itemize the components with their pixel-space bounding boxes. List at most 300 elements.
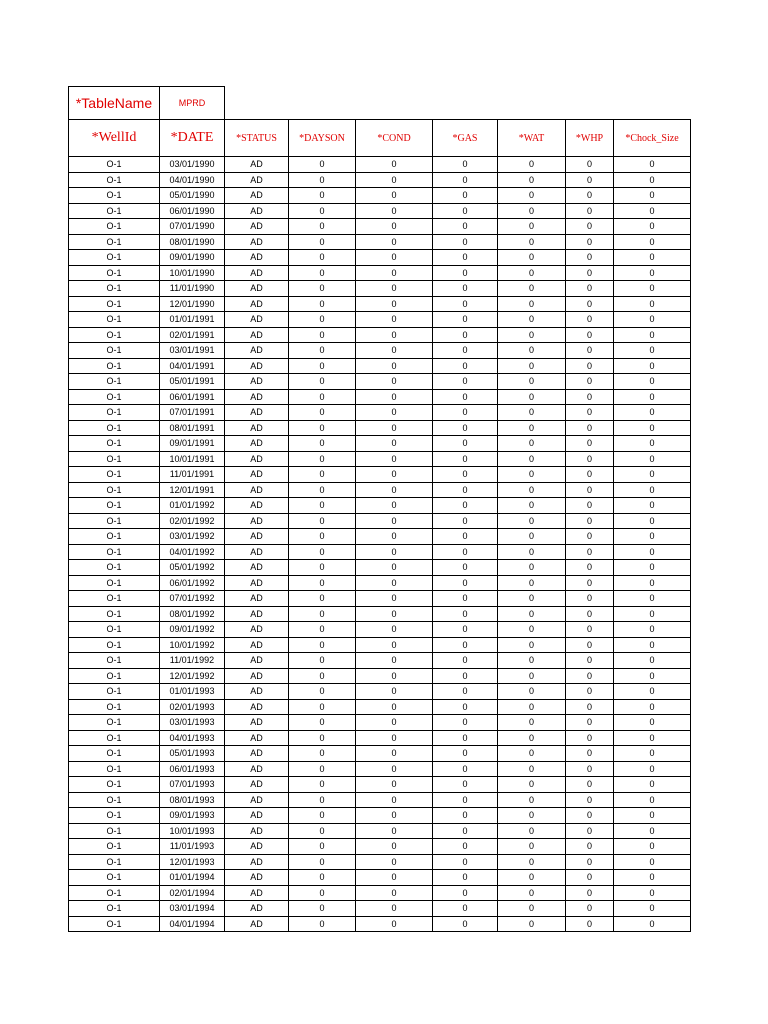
cell-whp: 0 xyxy=(566,854,614,870)
cell-whp: 0 xyxy=(566,544,614,560)
cell-dayson: 0 xyxy=(289,358,356,374)
cell-gas: 0 xyxy=(433,839,498,855)
cell-date: 02/01/1992 xyxy=(160,513,225,529)
cell-dayson: 0 xyxy=(289,296,356,312)
cell-wat: 0 xyxy=(498,234,566,250)
cell-whp: 0 xyxy=(566,808,614,824)
cell-wat: 0 xyxy=(498,591,566,607)
cell-status: AD xyxy=(225,358,289,374)
cell-dayson: 0 xyxy=(289,420,356,436)
cell-gas: 0 xyxy=(433,389,498,405)
cell-dayson: 0 xyxy=(289,451,356,467)
cell-gas: 0 xyxy=(433,653,498,669)
table-row xyxy=(69,854,691,870)
cell-wat: 0 xyxy=(498,606,566,622)
cell-status: AD xyxy=(225,296,289,312)
cell-wellid: O-1 xyxy=(69,575,160,591)
cell-dayson: 0 xyxy=(289,188,356,204)
cell-wellid: O-1 xyxy=(69,420,160,436)
cell-status: AD xyxy=(225,234,289,250)
cell-wat: 0 xyxy=(498,823,566,839)
cell-date: 05/01/1991 xyxy=(160,374,225,390)
cell-chock-size: 0 xyxy=(614,560,691,576)
cell-dayson: 0 xyxy=(289,823,356,839)
cell-whp: 0 xyxy=(566,172,614,188)
table-row xyxy=(69,606,691,622)
cell-wat: 0 xyxy=(498,436,566,452)
cell-status: AD xyxy=(225,172,289,188)
cell-whp: 0 xyxy=(566,312,614,328)
cell-chock-size: 0 xyxy=(614,327,691,343)
cell-chock-size: 0 xyxy=(614,529,691,545)
cell-date: 06/01/1990 xyxy=(160,203,225,219)
cell-wat: 0 xyxy=(498,498,566,514)
cell-date: 09/01/1990 xyxy=(160,250,225,266)
cell-wellid: O-1 xyxy=(69,312,160,328)
cell-status: AD xyxy=(225,188,289,204)
table-row xyxy=(69,172,691,188)
cell-dayson: 0 xyxy=(289,560,356,576)
cell-gas: 0 xyxy=(433,916,498,932)
cell-dayson: 0 xyxy=(289,777,356,793)
table-row xyxy=(69,498,691,514)
cell-whp: 0 xyxy=(566,575,614,591)
cell-date: 03/01/1993 xyxy=(160,715,225,731)
cell-date: 10/01/1990 xyxy=(160,265,225,281)
cell-wat: 0 xyxy=(498,653,566,669)
cell-wellid: O-1 xyxy=(69,219,160,235)
cell-chock-size: 0 xyxy=(614,606,691,622)
cell-chock-size: 0 xyxy=(614,250,691,266)
cell-status: AD xyxy=(225,916,289,932)
cell-chock-size: 0 xyxy=(614,389,691,405)
cell-cond: 0 xyxy=(356,699,433,715)
cell-cond: 0 xyxy=(356,327,433,343)
cell-cond: 0 xyxy=(356,436,433,452)
cell-wat: 0 xyxy=(498,699,566,715)
cell-dayson: 0 xyxy=(289,854,356,870)
cell-whp: 0 xyxy=(566,746,614,762)
cell-wat: 0 xyxy=(498,358,566,374)
cell-dayson: 0 xyxy=(289,234,356,250)
cell-gas: 0 xyxy=(433,870,498,886)
cell-wat: 0 xyxy=(498,327,566,343)
cell-whp: 0 xyxy=(566,343,614,359)
cell-status: AD xyxy=(225,746,289,762)
cell-dayson: 0 xyxy=(289,792,356,808)
cell-cond: 0 xyxy=(356,854,433,870)
cell-whp: 0 xyxy=(566,219,614,235)
cell-chock-size: 0 xyxy=(614,715,691,731)
cell-whp: 0 xyxy=(566,637,614,653)
cell-wellid: O-1 xyxy=(69,684,160,700)
cell-status: AD xyxy=(225,498,289,514)
cell-wellid: O-1 xyxy=(69,467,160,483)
cell-whp: 0 xyxy=(566,606,614,622)
cell-whp: 0 xyxy=(566,684,614,700)
table-row xyxy=(69,312,691,328)
cell-dayson: 0 xyxy=(289,343,356,359)
table-row xyxy=(69,777,691,793)
cell-wat: 0 xyxy=(498,405,566,421)
cell-status: AD xyxy=(225,854,289,870)
cell-dayson: 0 xyxy=(289,684,356,700)
cell-wellid: O-1 xyxy=(69,389,160,405)
cell-date: 06/01/1991 xyxy=(160,389,225,405)
table-row xyxy=(69,188,691,204)
cell-chock-size: 0 xyxy=(614,637,691,653)
cell-gas: 0 xyxy=(433,188,498,204)
cell-cond: 0 xyxy=(356,513,433,529)
cell-status: AD xyxy=(225,157,289,173)
cell-chock-size: 0 xyxy=(614,544,691,560)
cell-chock-size: 0 xyxy=(614,653,691,669)
cell-date: 12/01/1992 xyxy=(160,668,225,684)
cell-gas: 0 xyxy=(433,281,498,297)
cell-whp: 0 xyxy=(566,699,614,715)
cell-wellid: O-1 xyxy=(69,343,160,359)
cell-cond: 0 xyxy=(356,591,433,607)
cell-cond: 0 xyxy=(356,374,433,390)
cell-wat: 0 xyxy=(498,188,566,204)
cell-wat: 0 xyxy=(498,870,566,886)
cell-wellid: O-1 xyxy=(69,560,160,576)
cell-chock-size: 0 xyxy=(614,203,691,219)
cell-cond: 0 xyxy=(356,870,433,886)
cell-chock-size: 0 xyxy=(614,699,691,715)
cell-wat: 0 xyxy=(498,513,566,529)
cell-cond: 0 xyxy=(356,606,433,622)
cell-cond: 0 xyxy=(356,234,433,250)
cell-date: 06/01/1992 xyxy=(160,575,225,591)
cell-cond: 0 xyxy=(356,746,433,762)
cell-date: 10/01/1993 xyxy=(160,823,225,839)
cell-cond: 0 xyxy=(356,467,433,483)
cell-wat: 0 xyxy=(498,389,566,405)
table-row xyxy=(69,513,691,529)
cell-whp: 0 xyxy=(566,234,614,250)
cell-wellid: O-1 xyxy=(69,730,160,746)
cell-wellid: O-1 xyxy=(69,668,160,684)
cell-dayson: 0 xyxy=(289,203,356,219)
table-row xyxy=(69,715,691,731)
cell-cond: 0 xyxy=(356,296,433,312)
header-status: *STATUS xyxy=(225,120,289,157)
cell-wellid: O-1 xyxy=(69,777,160,793)
table-row xyxy=(69,250,691,266)
cell-whp: 0 xyxy=(566,498,614,514)
table-row xyxy=(69,653,691,669)
cell-date: 11/01/1990 xyxy=(160,281,225,297)
cell-dayson: 0 xyxy=(289,761,356,777)
cell-status: AD xyxy=(225,343,289,359)
cell-wat: 0 xyxy=(498,250,566,266)
cell-chock-size: 0 xyxy=(614,870,691,886)
cell-wellid: O-1 xyxy=(69,746,160,762)
cell-wat: 0 xyxy=(498,467,566,483)
cell-gas: 0 xyxy=(433,219,498,235)
cell-gas: 0 xyxy=(433,544,498,560)
cell-wat: 0 xyxy=(498,730,566,746)
table-row xyxy=(69,343,691,359)
cell-wat: 0 xyxy=(498,172,566,188)
cell-chock-size: 0 xyxy=(614,792,691,808)
cell-cond: 0 xyxy=(356,389,433,405)
cell-wellid: O-1 xyxy=(69,529,160,545)
cell-status: AD xyxy=(225,699,289,715)
cell-date: 04/01/1992 xyxy=(160,544,225,560)
header-wat: *WAT xyxy=(498,120,566,157)
cell-chock-size: 0 xyxy=(614,420,691,436)
cell-gas: 0 xyxy=(433,668,498,684)
cell-gas: 0 xyxy=(433,715,498,731)
cell-gas: 0 xyxy=(433,436,498,452)
table-row xyxy=(69,792,691,808)
cell-wellid: O-1 xyxy=(69,544,160,560)
cell-date: 04/01/1991 xyxy=(160,358,225,374)
cell-cond: 0 xyxy=(356,839,433,855)
header-cond: *COND xyxy=(356,120,433,157)
cell-whp: 0 xyxy=(566,405,614,421)
cell-whp: 0 xyxy=(566,451,614,467)
cell-status: AD xyxy=(225,281,289,297)
cell-status: AD xyxy=(225,482,289,498)
cell-dayson: 0 xyxy=(289,746,356,762)
cell-wellid: O-1 xyxy=(69,451,160,467)
cell-status: AD xyxy=(225,823,289,839)
cell-date: 08/01/1990 xyxy=(160,234,225,250)
cell-date: 03/01/1994 xyxy=(160,901,225,917)
cell-status: AD xyxy=(225,684,289,700)
cell-wellid: O-1 xyxy=(69,157,160,173)
cell-dayson: 0 xyxy=(289,839,356,855)
cell-gas: 0 xyxy=(433,777,498,793)
cell-wat: 0 xyxy=(498,343,566,359)
cell-cond: 0 xyxy=(356,761,433,777)
cell-gas: 0 xyxy=(433,467,498,483)
cell-date: 07/01/1993 xyxy=(160,777,225,793)
cell-date: 03/01/1992 xyxy=(160,529,225,545)
cell-cond: 0 xyxy=(356,792,433,808)
cell-wellid: O-1 xyxy=(69,823,160,839)
cell-cond: 0 xyxy=(356,451,433,467)
cell-gas: 0 xyxy=(433,854,498,870)
table-row xyxy=(69,560,691,576)
cell-chock-size: 0 xyxy=(614,622,691,638)
cell-chock-size: 0 xyxy=(614,312,691,328)
cell-date: 07/01/1992 xyxy=(160,591,225,607)
cell-wellid: O-1 xyxy=(69,358,160,374)
cell-whp: 0 xyxy=(566,916,614,932)
cell-chock-size: 0 xyxy=(614,451,691,467)
table-name-value: MPRD xyxy=(160,87,225,120)
table-row xyxy=(69,281,691,297)
cell-whp: 0 xyxy=(566,327,614,343)
cell-cond: 0 xyxy=(356,808,433,824)
table-row xyxy=(69,451,691,467)
cell-chock-size: 0 xyxy=(614,157,691,173)
cell-whp: 0 xyxy=(566,792,614,808)
cell-cond: 0 xyxy=(356,668,433,684)
cell-dayson: 0 xyxy=(289,281,356,297)
cell-status: AD xyxy=(225,575,289,591)
cell-dayson: 0 xyxy=(289,529,356,545)
table-row xyxy=(69,296,691,312)
cell-wat: 0 xyxy=(498,420,566,436)
cell-gas: 0 xyxy=(433,823,498,839)
cell-chock-size: 0 xyxy=(614,730,691,746)
cell-gas: 0 xyxy=(433,420,498,436)
cell-date: 08/01/1992 xyxy=(160,606,225,622)
cell-gas: 0 xyxy=(433,296,498,312)
cell-gas: 0 xyxy=(433,327,498,343)
cell-dayson: 0 xyxy=(289,219,356,235)
cell-status: AD xyxy=(225,792,289,808)
cell-wellid: O-1 xyxy=(69,591,160,607)
cell-wat: 0 xyxy=(498,296,566,312)
table-name-row xyxy=(69,87,691,120)
cell-status: AD xyxy=(225,544,289,560)
cell-date: 01/01/1992 xyxy=(160,498,225,514)
cell-gas: 0 xyxy=(433,343,498,359)
cell-cond: 0 xyxy=(356,529,433,545)
cell-wellid: O-1 xyxy=(69,203,160,219)
cell-status: AD xyxy=(225,870,289,886)
cell-cond: 0 xyxy=(356,684,433,700)
cell-wellid: O-1 xyxy=(69,436,160,452)
cell-cond: 0 xyxy=(356,188,433,204)
table-row xyxy=(69,668,691,684)
cell-dayson: 0 xyxy=(289,699,356,715)
cell-wellid: O-1 xyxy=(69,792,160,808)
cell-date: 02/01/1993 xyxy=(160,699,225,715)
cell-whp: 0 xyxy=(566,513,614,529)
cell-gas: 0 xyxy=(433,575,498,591)
cell-wellid: O-1 xyxy=(69,281,160,297)
table-row xyxy=(69,234,691,250)
cell-wat: 0 xyxy=(498,575,566,591)
cell-gas: 0 xyxy=(433,482,498,498)
cell-wellid: O-1 xyxy=(69,885,160,901)
cell-chock-size: 0 xyxy=(614,839,691,855)
cell-chock-size: 0 xyxy=(614,343,691,359)
cell-status: AD xyxy=(225,808,289,824)
cell-wat: 0 xyxy=(498,265,566,281)
cell-whp: 0 xyxy=(566,203,614,219)
cell-date: 04/01/1993 xyxy=(160,730,225,746)
cell-dayson: 0 xyxy=(289,637,356,653)
cell-chock-size: 0 xyxy=(614,854,691,870)
cell-status: AD xyxy=(225,312,289,328)
header-row xyxy=(69,120,691,157)
cell-chock-size: 0 xyxy=(614,668,691,684)
cell-gas: 0 xyxy=(433,234,498,250)
cell-chock-size: 0 xyxy=(614,296,691,312)
cell-chock-size: 0 xyxy=(614,901,691,917)
cell-status: AD xyxy=(225,591,289,607)
cell-chock-size: 0 xyxy=(614,777,691,793)
cell-dayson: 0 xyxy=(289,901,356,917)
cell-chock-size: 0 xyxy=(614,234,691,250)
cell-status: AD xyxy=(225,839,289,855)
cell-chock-size: 0 xyxy=(614,591,691,607)
cell-gas: 0 xyxy=(433,451,498,467)
cell-status: AD xyxy=(225,622,289,638)
cell-status: AD xyxy=(225,885,289,901)
cell-wellid: O-1 xyxy=(69,622,160,638)
cell-cond: 0 xyxy=(356,560,433,576)
cell-wat: 0 xyxy=(498,901,566,917)
cell-cond: 0 xyxy=(356,172,433,188)
cell-wellid: O-1 xyxy=(69,808,160,824)
cell-whp: 0 xyxy=(566,730,614,746)
cell-whp: 0 xyxy=(566,250,614,266)
cell-whp: 0 xyxy=(566,389,614,405)
cell-whp: 0 xyxy=(566,901,614,917)
table-row xyxy=(69,622,691,638)
cell-gas: 0 xyxy=(433,591,498,607)
cell-date: 06/01/1993 xyxy=(160,761,225,777)
cell-gas: 0 xyxy=(433,560,498,576)
cell-date: 08/01/1993 xyxy=(160,792,225,808)
header-chock-size: *Chock_Size xyxy=(614,120,691,157)
cell-wat: 0 xyxy=(498,777,566,793)
cell-date: 09/01/1991 xyxy=(160,436,225,452)
cell-cond: 0 xyxy=(356,637,433,653)
cell-dayson: 0 xyxy=(289,544,356,560)
cell-wellid: O-1 xyxy=(69,296,160,312)
table-row xyxy=(69,870,691,886)
cell-cond: 0 xyxy=(356,575,433,591)
cell-whp: 0 xyxy=(566,281,614,297)
cell-dayson: 0 xyxy=(289,467,356,483)
cell-date: 09/01/1992 xyxy=(160,622,225,638)
cell-chock-size: 0 xyxy=(614,808,691,824)
cell-gas: 0 xyxy=(433,730,498,746)
cell-whp: 0 xyxy=(566,715,614,731)
table-row xyxy=(69,746,691,762)
cell-cond: 0 xyxy=(356,343,433,359)
table-row xyxy=(69,575,691,591)
cell-date: 08/01/1991 xyxy=(160,420,225,436)
cell-wat: 0 xyxy=(498,761,566,777)
cell-whp: 0 xyxy=(566,591,614,607)
cell-cond: 0 xyxy=(356,885,433,901)
cell-chock-size: 0 xyxy=(614,265,691,281)
cell-status: AD xyxy=(225,777,289,793)
table-row xyxy=(69,203,691,219)
cell-dayson: 0 xyxy=(289,622,356,638)
cell-date: 12/01/1990 xyxy=(160,296,225,312)
cell-chock-size: 0 xyxy=(614,885,691,901)
cell-dayson: 0 xyxy=(289,482,356,498)
cell-whp: 0 xyxy=(566,467,614,483)
table-row xyxy=(69,219,691,235)
cell-status: AD xyxy=(225,374,289,390)
table-row xyxy=(69,157,691,173)
table-row xyxy=(69,389,691,405)
cell-date: 03/01/1990 xyxy=(160,157,225,173)
cell-gas: 0 xyxy=(433,746,498,762)
cell-date: 12/01/1993 xyxy=(160,854,225,870)
cell-wellid: O-1 xyxy=(69,482,160,498)
cell-dayson: 0 xyxy=(289,389,356,405)
cell-cond: 0 xyxy=(356,901,433,917)
cell-wat: 0 xyxy=(498,622,566,638)
table-row xyxy=(69,808,691,824)
table-row xyxy=(69,699,691,715)
cell-wat: 0 xyxy=(498,637,566,653)
